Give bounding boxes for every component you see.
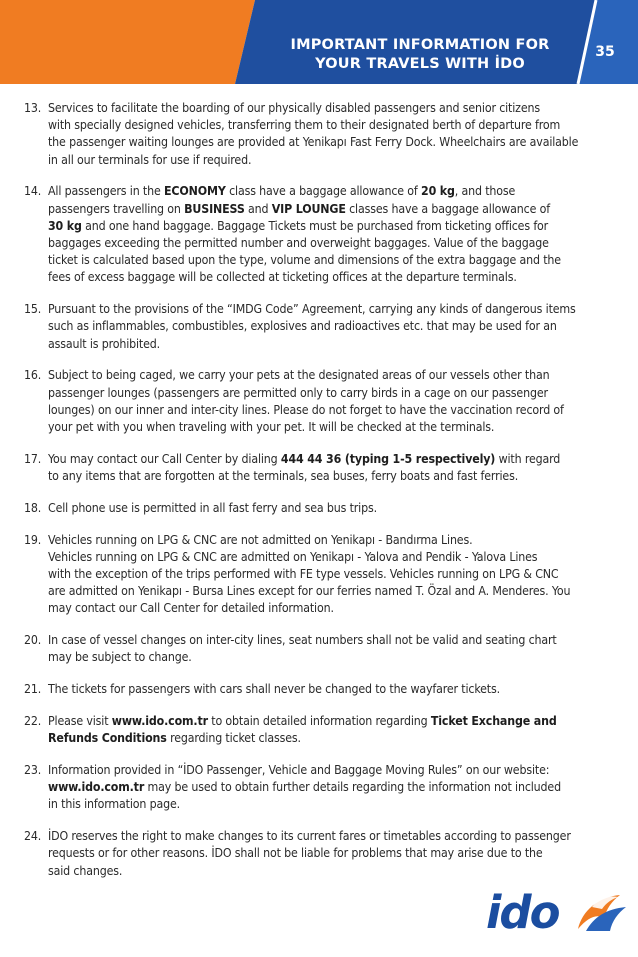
item-text <box>48 762 614 814</box>
text-segment: Please visit <box>48 714 112 729</box>
dolphin-wave-logo-icon <box>572 889 630 935</box>
list-item <box>24 632 614 666</box>
item-text <box>48 681 614 698</box>
text-segment: your pet with you when traveling with your pet. It will be checked at the terminals. <box>48 420 495 435</box>
text-segment: with regard <box>495 451 561 466</box>
list-item <box>24 367 614 436</box>
emphasized-text: BUSINESS <box>184 201 245 216</box>
emphasized-text: www.ido.com.tr <box>48 780 145 795</box>
text-segment: may be used to obtain further details regarding the information not included <box>144 780 561 795</box>
text-segment: İDO reserves the right to make changes to its current fares or timetables according to passenger <box>48 829 571 844</box>
text-segment: The tickets for passengers with cars shall never be changed to the wayfarer tickets. <box>48 682 500 697</box>
item-text <box>48 301 614 353</box>
list-item <box>24 451 614 485</box>
page-title-line-1: IMPORTANT INFORMATION FOR <box>290 37 550 53</box>
text-segment: with the exception of the trips performed with FE type vessels. Vehicles running on LPG & CNC <box>48 567 559 582</box>
text-segment: in this information page. <box>48 797 181 812</box>
text-segment: fees of excess baggage will be collected at ticketing offices at the departure terminals. <box>48 270 517 285</box>
text-segment: may be subject to change. <box>48 650 192 665</box>
text-segment: passenger lounges (passengers are permitted only to carry birds in a cage on our passenger <box>48 385 548 400</box>
item-text <box>48 713 614 747</box>
text-segment: classes have a baggage allowance of <box>345 201 550 216</box>
text-segment: ticket is calculated based upon the type, volume and dimensions of the extra baggage and the <box>48 253 561 268</box>
item-number: 22. <box>24 714 42 729</box>
list-item <box>24 532 614 618</box>
text-segment: such as inflammables, combustibles, explosives and radioactives etc. that may be used for an <box>48 319 557 334</box>
emphasized-text: Ticket Exchange and <box>430 714 557 729</box>
text-segment: are admitted on Yenikapı - Bursa Lines except for our ferries named T. Özal and A. Menderes. You <box>48 584 571 599</box>
list-item <box>24 681 614 698</box>
text-segment: Subject to being caged, we carry your pets at the designated areas of our vessels other than <box>48 368 550 383</box>
list-item <box>24 500 614 517</box>
emphasized-text: www.ido.com.tr <box>111 714 208 729</box>
emphasized-text: 20 kg <box>421 184 455 199</box>
item-number: 18. <box>24 500 42 515</box>
item-number: 20. <box>24 633 42 648</box>
text-segment: You may contact our Call Center by dialing <box>48 451 281 466</box>
item-number: 13. <box>24 101 42 115</box>
item-text <box>48 367 614 436</box>
text-segment: Pursuant to the provisions of the “IMDG Code” Agreement, carrying any kinds of dangerous items <box>48 302 576 317</box>
text-segment: and one hand baggage. Baggage Tickets must be purchased from ticketing offices for <box>81 218 549 233</box>
text-segment: may contact our Call Center for detailed information. <box>48 601 334 616</box>
text-segment: Vehicles running on LPG & CNC are not admitted on Yenikapı - Bandırma Lines. <box>48 532 473 547</box>
emphasized-text: Refunds Conditions <box>48 731 167 746</box>
text-segment: In case of vessel changes on inter-city lines, seat numbers shall not be valid and seating chart <box>48 633 557 648</box>
text-segment: regarding ticket classes. <box>166 731 301 746</box>
text-segment: Information provided in “İDO Passenger, Vehicle and Baggage Moving Rules” on our website: <box>48 763 550 778</box>
item-text <box>48 183 614 286</box>
text-segment: lounges) on our inner and inter-city lines. Please do not forget to have the vaccination record of <box>48 402 564 417</box>
item-text <box>48 828 614 880</box>
information-list <box>24 100 614 894</box>
text-segment: the passenger waiting lounges are provided at Yenikapı Fast Ferry Dock. Wheelchairs are available <box>48 135 579 150</box>
list-item <box>24 100 614 169</box>
text-segment: baggages exceeding the permitted number and overweight baggages. Value of the baggage <box>48 236 549 251</box>
item-number: 16. <box>24 368 42 383</box>
item-text <box>48 500 614 517</box>
item-number: 23. <box>24 763 42 778</box>
page-number: 35 <box>595 44 615 60</box>
page-header <box>0 0 638 84</box>
item-number: 21. <box>24 682 42 697</box>
text-segment: Cell phone use is permitted in all fast ferry and sea bus trips. <box>48 500 377 515</box>
text-segment: assault is prohibited. <box>48 336 161 351</box>
text-segment: to obtain detailed information regarding <box>207 714 431 729</box>
text-segment: to any items that are forgotten at the terminals, sea buses, ferry boats and fast ferries. <box>48 469 519 484</box>
text-segment: requests or for other reasons. İDO shall not be liable for problems that may arise due to the <box>48 846 543 861</box>
emphasized-text: 30 kg <box>48 218 82 233</box>
text-segment: said changes. <box>48 863 123 878</box>
page-title <box>255 36 585 74</box>
item-number: 17. <box>24 451 42 466</box>
list-item <box>24 713 614 747</box>
list-item <box>24 183 614 286</box>
text-segment: Services to facilitate the boarding of our physically disabled passengers and senior citizens <box>48 101 540 115</box>
text-segment: in all our terminals for use if required. <box>48 152 252 167</box>
page-title-line-2: YOUR TRAVELS WITH İDO <box>315 56 525 72</box>
item-number: 14. <box>24 184 42 199</box>
text-segment: passengers travelling on <box>48 201 185 216</box>
emphasized-text: VIP LOUNGE <box>271 201 346 216</box>
item-number: 19. <box>24 532 42 547</box>
logo-text: ido <box>486 886 559 939</box>
text-segment: and <box>244 201 272 216</box>
text-segment: All passengers in the <box>48 184 165 199</box>
emphasized-text: 444 44 36 (typing 1-5 respectively) <box>280 451 496 466</box>
item-text <box>48 451 614 485</box>
item-text <box>48 100 614 169</box>
item-text <box>48 632 614 666</box>
list-item <box>24 762 614 814</box>
list-item <box>24 828 614 880</box>
text-segment: with specially designed vehicles, transferring them to their designated berth of departure from <box>48 118 561 133</box>
text-segment: Vehicles running on LPG & CNC are admitted on Yenikapı - Yalova and Pendik - Yalova Lines <box>48 549 538 564</box>
ido-logo <box>486 885 632 941</box>
item-number: 24. <box>24 829 42 844</box>
item-text <box>48 532 614 618</box>
text-segment: class have a baggage allowance of <box>225 184 422 199</box>
text-segment: , and those <box>454 184 516 199</box>
list-item <box>24 301 614 353</box>
item-number: 15. <box>24 302 42 317</box>
emphasized-text: ECONOMY <box>164 184 226 199</box>
